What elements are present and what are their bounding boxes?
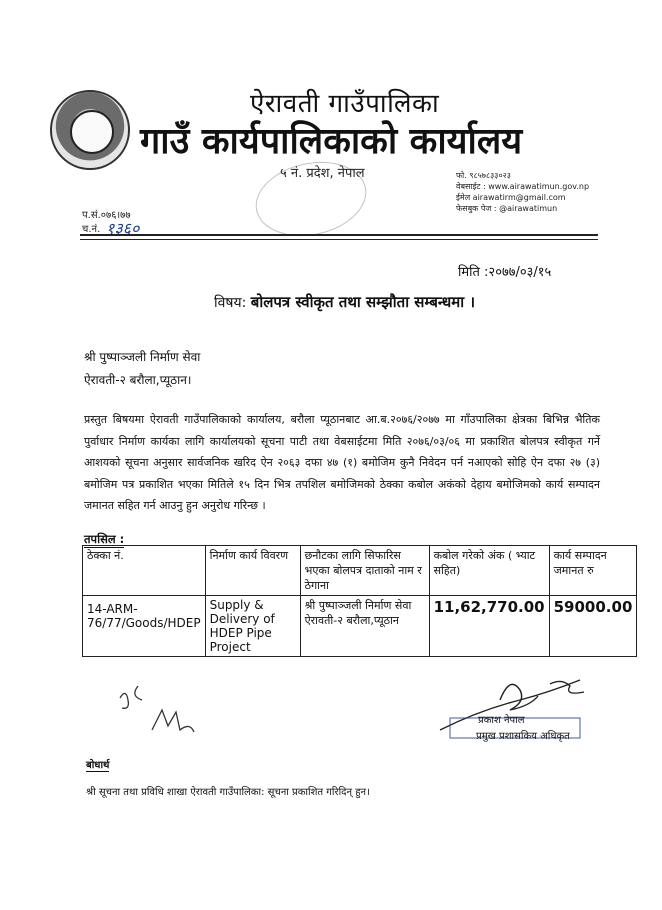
bodhartha-label: बोधार्थ bbox=[86, 757, 109, 772]
phone: फो. ९८५७८३३०२३ bbox=[456, 171, 511, 180]
office-name: गाउँ कार्यपालिकाको कार्यालय bbox=[140, 121, 523, 162]
cell-description: Supply & Delivery of HDEP Pipe Project bbox=[205, 596, 300, 657]
dispatch-number: १३६० bbox=[106, 219, 140, 238]
contact-block bbox=[456, 170, 589, 214]
header-rule bbox=[80, 234, 598, 236]
header-guarantee: कार्य सम्पादन जमानत रु bbox=[549, 546, 637, 596]
recipient-name: श्री पुष्पाञ्जली निर्माण सेवा bbox=[84, 350, 201, 364]
header-bid-amount: कबोल गरेको अंक ( भ्याट सहित) bbox=[429, 546, 549, 596]
recipient-address: ऐरावती-२ बरौला,प्यूठान। bbox=[84, 373, 192, 387]
header-rule-thin bbox=[80, 239, 598, 240]
government-emblem bbox=[50, 90, 130, 170]
letter-body: प्रस्तुत बिषयमा ऐरावती गाउँपालिकाको कार्यालय, बरौला प्यूठानबाट आ.ब.२०७६/२०७७ मा गाँउपालिका क्षेत्रका बिभिन्न भैतिक पुर्वाधार निर्माण कार्यका लागि कार्यालयको सूचना पाटी तथा वेबसाईटमा मिति २०७६/०३/०६ मा प्रकाशित बोलपत्र स्वीकृत गर्ने आशयको सूचना अनुसार सार्वजनिक खरिद ऐन २०६३ दफा ४७ (१) बमोजिम कुनै निवेदन पर्न नआएको सोहि ऐन दफा २७ (३) बमोजिम पत्र प्रकाशित भएका मितिले १५ दिन भित्र तपशिल बमोजिमको ठेक्का कबोल अकंको देहाय बमोजिमको कार्य सम्पादन जमानत सहित गर्न आउनु हुन अनुरोध गरिन्छ । bbox=[84, 413, 600, 512]
cell-bidder bbox=[300, 596, 429, 657]
contract-table bbox=[82, 545, 637, 657]
subject-text: बोलपत्र स्वीकृत तथा सम्झौता सम्बन्धमा । bbox=[250, 293, 476, 311]
subject-line bbox=[214, 292, 475, 312]
cell-guarantee: 59000.00 bbox=[549, 596, 637, 657]
office-address: ५ नं. प्रदेश, नेपाल bbox=[280, 166, 365, 181]
table-header-row bbox=[83, 546, 637, 596]
handwritten-initials bbox=[112, 680, 202, 750]
dispatch-label: च.नं. bbox=[82, 224, 101, 235]
table-row bbox=[83, 596, 637, 657]
letter-date: मिति :२०७७/०३/१५ bbox=[458, 265, 552, 280]
signatory-title: प्रमुख प्रशासकिय अधिकृत bbox=[476, 731, 570, 742]
email: ईमेल airawatirm@gmail.com bbox=[456, 193, 566, 202]
signatory-name: प्रकाश नेपाल bbox=[478, 715, 525, 726]
header-bidder: छनौटका लागि सिफारिस भएका बोलपत्र दाताको नाम र ठेगाना bbox=[300, 546, 429, 596]
cell-bid-amount: 11,62,770.00 bbox=[429, 596, 549, 657]
municipality-name: ऐरावती गाउँपालिका bbox=[250, 89, 440, 119]
website: वेबसाईट : www.airawatimun.gov.np bbox=[456, 182, 590, 191]
header-contract-no: ठेक्का नं. bbox=[83, 546, 206, 596]
copy-to-note: श्री सूचना तथा प्रविधि शाखा ऐरावती गाउँपालिका: सूचना प्रकाशित गरिदिन् हुन। bbox=[86, 787, 370, 798]
bidder-address: ऐरावती-२ बरौला,प्यूठान bbox=[304, 614, 399, 627]
facebook: फेसबुक पेज : @airawatimun bbox=[456, 204, 558, 213]
header-description: निर्माण कार्य विवरण bbox=[205, 546, 300, 596]
reference-number: प.सं.०७६।७७ bbox=[82, 210, 131, 221]
bidder-name: श्री पुष्पाञ्जली निर्माण सेवा bbox=[304, 599, 412, 612]
cell-contract-no: 14-ARM-76/77/Goods/HDEP bbox=[83, 596, 206, 657]
subject-label: विषय: bbox=[214, 295, 247, 311]
tapsil-label: तपसिल : bbox=[84, 532, 125, 546]
